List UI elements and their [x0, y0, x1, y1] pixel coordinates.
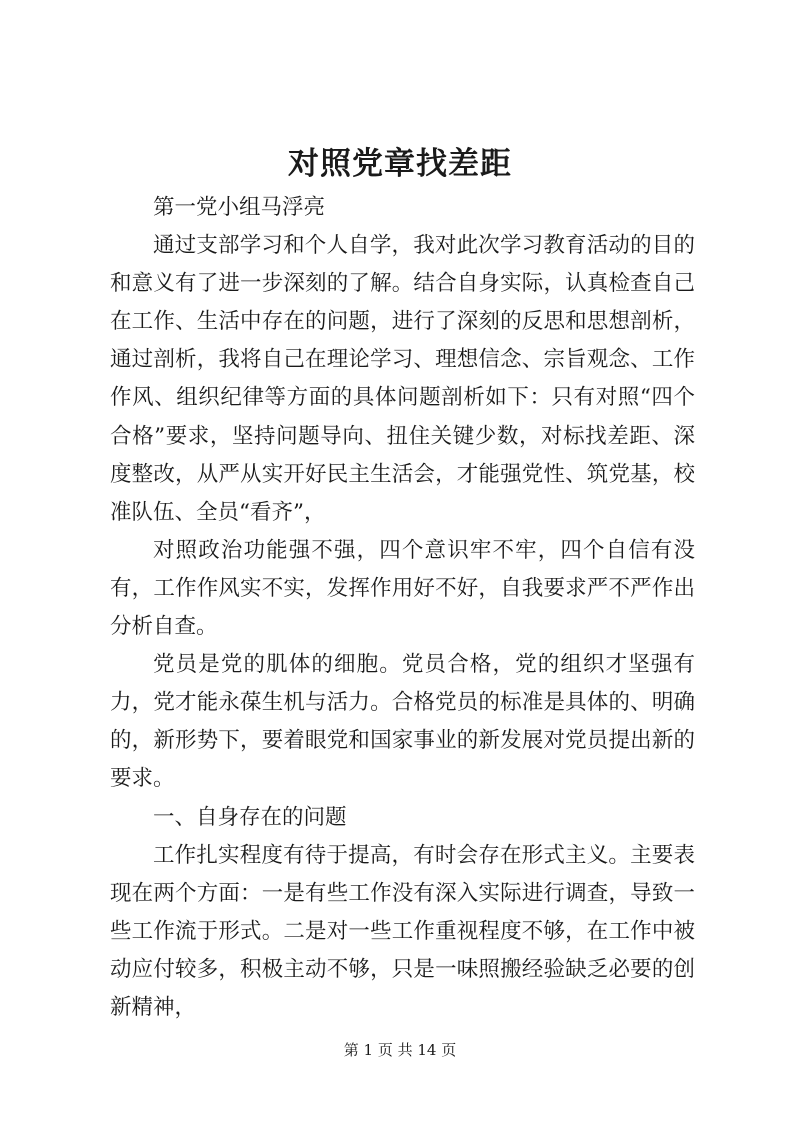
document-title: 对照党章找差距 [288, 146, 512, 182]
paragraph: 对照政治功能强不强，四个意识牢不牢，四个自信有没有，工作作风实不实，发挥作用好不好，自我要求严不严作出分析自查。 [110, 537, 695, 640]
page-footer: 第 1 页 共 14 页 [343, 1041, 457, 1059]
paragraph: 通过支部学习和个人自学，我对此次学习教育活动的目的和意义有了进一步深刻的了解。结合自身实际，认真检查自己在工作、生活中存在的问题，进行了深刻的反思和思想剖析，通过剖析，我将自己在理论学习、理想信念、宗旨观念、工作作风、组织纪律等方面的具体问题剖析如下：只有对照“四个合格”要求，坚持问题导向、扭住关键少数，对标找差距、深度整改，从严从实开好民主生活会，才能强党性、筑党基，校准队伍、全员“看齐”， [110, 233, 695, 525]
paragraph: 工作扎实程度有待于提高，有时会存在形式主义。主要表现在两个方面：一是有些工作没有深入实际进行调查，导致一些工作流于形式。二是对一些工作重视程度不够，在工作中被动应付较多，积极主动不够，只是一味照搬经验缺乏必要的创新精神， [110, 842, 695, 1020]
document-body [110, 189, 695, 1027]
paragraph: 党员是党的肌体的细胞。党员合格，党的组织才坚强有力，党才能永葆生机与活力。合格党员的标准是具体的、明确的，新形势下，要着眼党和国家事业的新发展对党员提出新的要求。 [110, 652, 695, 792]
author-line: 第一党小组马浮亮 [153, 195, 326, 220]
section-heading: 一、自身存在的问题 [153, 804, 347, 830]
